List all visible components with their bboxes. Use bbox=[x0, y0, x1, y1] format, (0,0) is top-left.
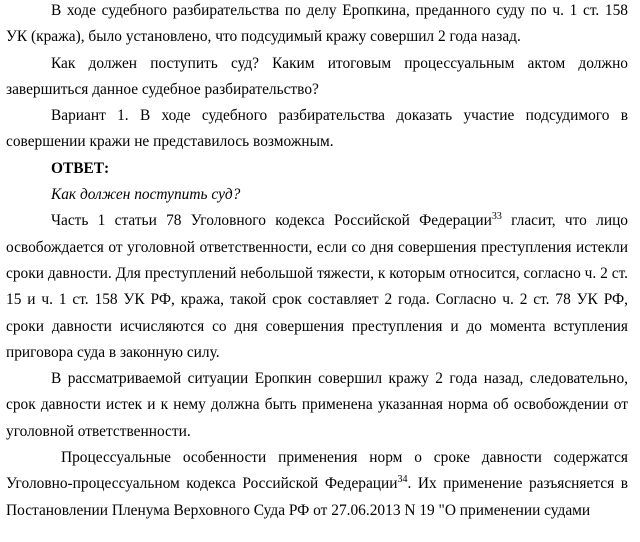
paragraph-article-78-rest: гласит, что лицо освобождается от уголовной ответственности, если со дня совершения преступления истекли сроки давности. Для преступлений небольшой тяжести, к которым относится, согласно ч. 2 ст. 15 и ч. 1 ст. 158 УК РФ, кража, такой срок составляет 2 года. Согласно ч. 2 ст. 78 УК РФ, сроки давности исчисляются со дня совершения преступления и до момента вступления приговора суда в законную силу. bbox=[6, 212, 629, 361]
paragraph-variant-1: Вариант 1. В ходе судебного разбирательства доказать участие подсудимого в совершении кражи не представилось возможным. bbox=[6, 107, 628, 151]
paragraph-article-78 bbox=[6, 208, 628, 366]
footnote-ref-33[interactable]: 33 bbox=[491, 211, 502, 223]
paragraph-procedural-rest: . Их применение разъясняется в Постановлении Пленума Верховного Суда РФ от 27.06.2013 N 19 "О применении судами bbox=[6, 475, 628, 519]
paragraph-situation: В рассматриваемой ситуации Еропкин совершил кражу 2 года назад, следовательно, срок давности истек и к нему должна быть применена указанная норма об освобождении от уголовной ответственности. bbox=[6, 370, 628, 440]
footnote-ref-34[interactable]: 34 bbox=[397, 474, 408, 486]
paragraph-case-description: В ходе судебного разбирательства по делу Еропкина, преданного суду по ч. 1 ст. 158 УК (кража), было установлено, что подсудимый кражу совершил 2 года назад. bbox=[6, 2, 628, 46]
answer-question: Как должен поступить суд? bbox=[51, 186, 241, 204]
paragraph-task-question: Как должен поступить суд? Каким итоговым процессуальным актом должно завершиться данное судебное разбирательство? bbox=[6, 54, 628, 98]
paragraph-procedural-start: Процессуальные особенности применения норм о сроке давности содержатся Уголовно-процессуальном кодекса Российской Федерации bbox=[6, 449, 628, 493]
document-page bbox=[6, 0, 628, 524]
paragraph-procedural bbox=[6, 445, 628, 524]
answer-heading: ОТВЕТ: bbox=[51, 159, 110, 177]
paragraph-article-78-start: Часть 1 статьи 78 Уголовного кодекса Российской Федерации bbox=[51, 212, 492, 230]
